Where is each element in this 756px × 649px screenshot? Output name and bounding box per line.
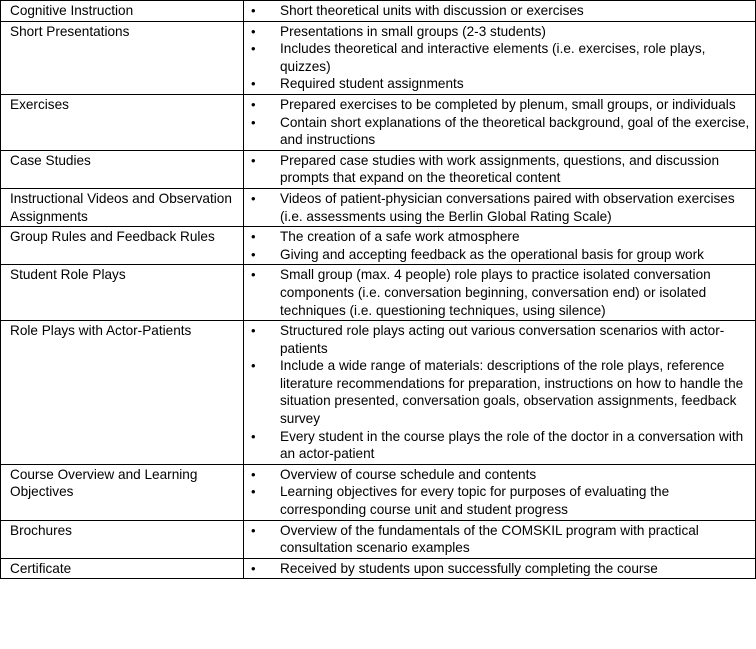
table-row [1,1,756,22]
bullet-item: • Includes theoretical and interactive elements (i.e. exercises, role plays, quizzes) [251,40,751,75]
bullet-item: • Videos of patient-physician conversations paired with observation exercises (i.e. assessments using the Berlin Global Rating Scale) [251,190,751,225]
bullet-item: • Presentations in small groups (2-3 students) [251,23,751,41]
bullet-item: • Overview of the fundamentals of the COMSKIL program with practical consultation scenario examples [251,522,751,557]
category-cell: Cognitive Instruction [1,1,244,22]
bullet-item: • Every student in the course plays the role of the doctor in a conversation with an actor-patient [251,428,751,463]
description-cell [244,1,756,22]
bullet-item: • Include a wide range of materials: descriptions of the role plays, reference literature recommendations for preparation, instructions on how to handle the situation presented, conversation goals, observation assignments, feedback survey [251,357,751,427]
description-cell [244,558,756,579]
bullet-list [251,560,751,578]
description-cell [244,227,756,265]
description-cell [244,94,756,150]
category-cell: Brochures [1,520,244,558]
bullet-list [251,266,751,319]
description-cell [244,520,756,558]
table-row [1,558,756,579]
bullet-list [251,190,751,225]
bullet-list [251,96,751,149]
category-cell: Group Rules and Feedback Rules [1,227,244,265]
bullet-list [251,228,751,263]
category-cell: Student Role Plays [1,265,244,321]
table-row [1,150,756,188]
table-row [1,227,756,265]
bullet-item: • Overview of course schedule and contents [251,466,751,484]
bullet-item: • Contain short explanations of the theoretical background, goal of the exercise, and instructions [251,114,751,149]
bullet-item: • Short theoretical units with discussion or exercises [251,2,751,20]
bullet-item: • Prepared exercises to be completed by plenum, small groups, or individuals [251,96,751,114]
category-cell: Role Plays with Actor-Patients [1,321,244,465]
bullet-list [251,2,751,20]
bullet-item: • Learning objectives for every topic for purposes of evaluating the corresponding course unit and student progress [251,483,751,518]
table-row [1,321,756,465]
category-cell: Short Presentations [1,21,244,94]
bullet-list [251,152,751,187]
bullet-item: • Giving and accepting feedback as the operational basis for group work [251,246,751,264]
bullet-item: • The creation of a safe work atmosphere [251,228,751,246]
category-cell: Exercises [1,94,244,150]
category-cell: Certificate [1,558,244,579]
bullet-item: • Received by students upon successfully completing the course [251,560,751,578]
description-cell [244,21,756,94]
table-row [1,94,756,150]
bullet-item: • Required student assignments [251,75,751,93]
table-row [1,520,756,558]
bullet-list [251,322,751,463]
description-cell [244,321,756,465]
bullet-list [251,522,751,557]
bullet-item: • Structured role plays acting out various conversation scenarios with actor-patients [251,322,751,357]
bullet-list [251,466,751,519]
bullet-item: • Small group (max. 4 people) role plays to practice isolated conversation components (i.e. conversation beginning, conversation end) or isolated techniques (i.e. questioning techniques, using silence) [251,266,751,319]
description-cell [244,464,756,520]
table-row [1,265,756,321]
table-row [1,464,756,520]
category-cell: Instructional Videos and Observation Assignments [1,188,244,226]
description-cell [244,150,756,188]
table-row [1,21,756,94]
category-cell: Course Overview and Learning Objectives [1,464,244,520]
bullet-list [251,23,751,93]
description-cell [244,188,756,226]
category-cell: Case Studies [1,150,244,188]
table-row [1,188,756,226]
description-cell [244,265,756,321]
bullet-item: • Prepared case studies with work assignments, questions, and discussion prompts that expand on the theoretical content [251,152,751,187]
